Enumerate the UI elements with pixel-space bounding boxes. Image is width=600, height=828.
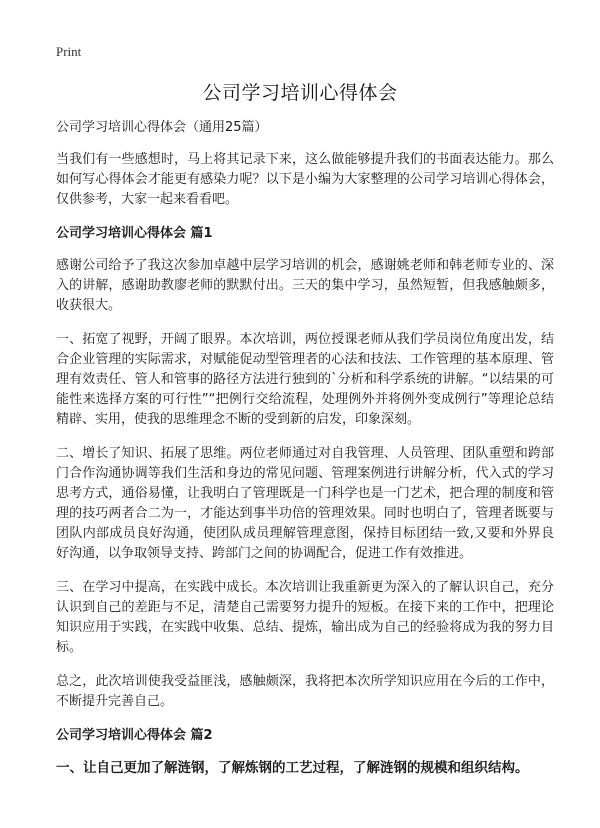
section-heading-1: 公司学习培训心得体会 篇1 <box>56 226 213 241</box>
section-heading-2: 公司学习培训心得体会 篇2 <box>56 728 213 743</box>
article-subtitle: 公司学习培训心得体会（通用25篇） <box>56 120 268 135</box>
intro-paragraph: 当我们有一些感想时，马上将其记录下来，这么做能够提升我们的书面表达能力。那么如何写心得体会才能更有感染力呢？以下是小编为大家整理的公司学习培训心得体会，仅供参考，大家一起来看看吧。 <box>56 152 554 207</box>
section1-paragraph-5: 总之，此次培训使我受益匪浅，感触颇深，我将把本次所学知识应用在今后的工作中，不断提升完善自己。 <box>56 674 554 709</box>
section1-paragraph-3: 二、增长了知识、拓展了思维。两位老师通过对自我管理、人员管理、团队重塑和跨部门合作沟通协调等我们生活和身边的常见问题、管理案例进行讲解分析，代入式的学习思考方式，通俗易懂，让我明白了管理既是一门科学也是一门艺术，把合理的制度和管理的技巧两者合二为一，才能达到事半功倍的管理效果。同时也明白了，管理者既要与团队内部成员良好沟通，使团队成员理解管理意图，保持目标团结一致,又要和外界良好沟通，以争取领导支持、跨部门之间的协调配合，促进工作有效推进。 <box>56 446 554 561</box>
section1-paragraph-1: 感谢公司给予了我这次参加卓越中层学习培训的机会，感谢姚老师和韩老师专业的、深入的讲解，感谢助教廖老师的默默付出。三天的集中学习，虽然短暂，但我感触颇多，收获很大。 <box>56 258 554 313</box>
print-link[interactable]: Print <box>56 44 82 59</box>
article-body <box>56 118 554 778</box>
section1-paragraph-2: 一、拓宽了视野，开阔了眼界。本次培训，两位授课老师从我们学员岗位角度出发，结合企业管理的实际需求，对赋能促动型管理者的心法和技法、工作管理的基本原理、管理有效责任、管人和管事的路径方法进行独到的`分析和科学系统的讲解。“以结果的可能性来选择方案的可行性”“把例行交给流程，处理例外并将例外变成例行”等理论总结精辟、实用，使我的思维理念不断的受到新的启发，印象深刻。 <box>56 332 554 427</box>
section2-point-1: 一、让自己更加了解涟钢，了解炼钢的工艺过程，了解涟钢的规模和组织结构。 <box>56 760 529 776</box>
page-title: 公司学习培训心得体会 <box>202 82 398 104</box>
section1-paragraph-4: 三、在学习中提高，在实践中成长。本次培训让我重新更为深入的了解认识自己，充分认识到自己的差距与不足，清楚自己需要努力提升的短板。在接下来的工作中，把理论知识应用于实践，在实践中收集、总结、提炼，输出成为自己的经验将成为我的努力目标。 <box>56 580 554 655</box>
